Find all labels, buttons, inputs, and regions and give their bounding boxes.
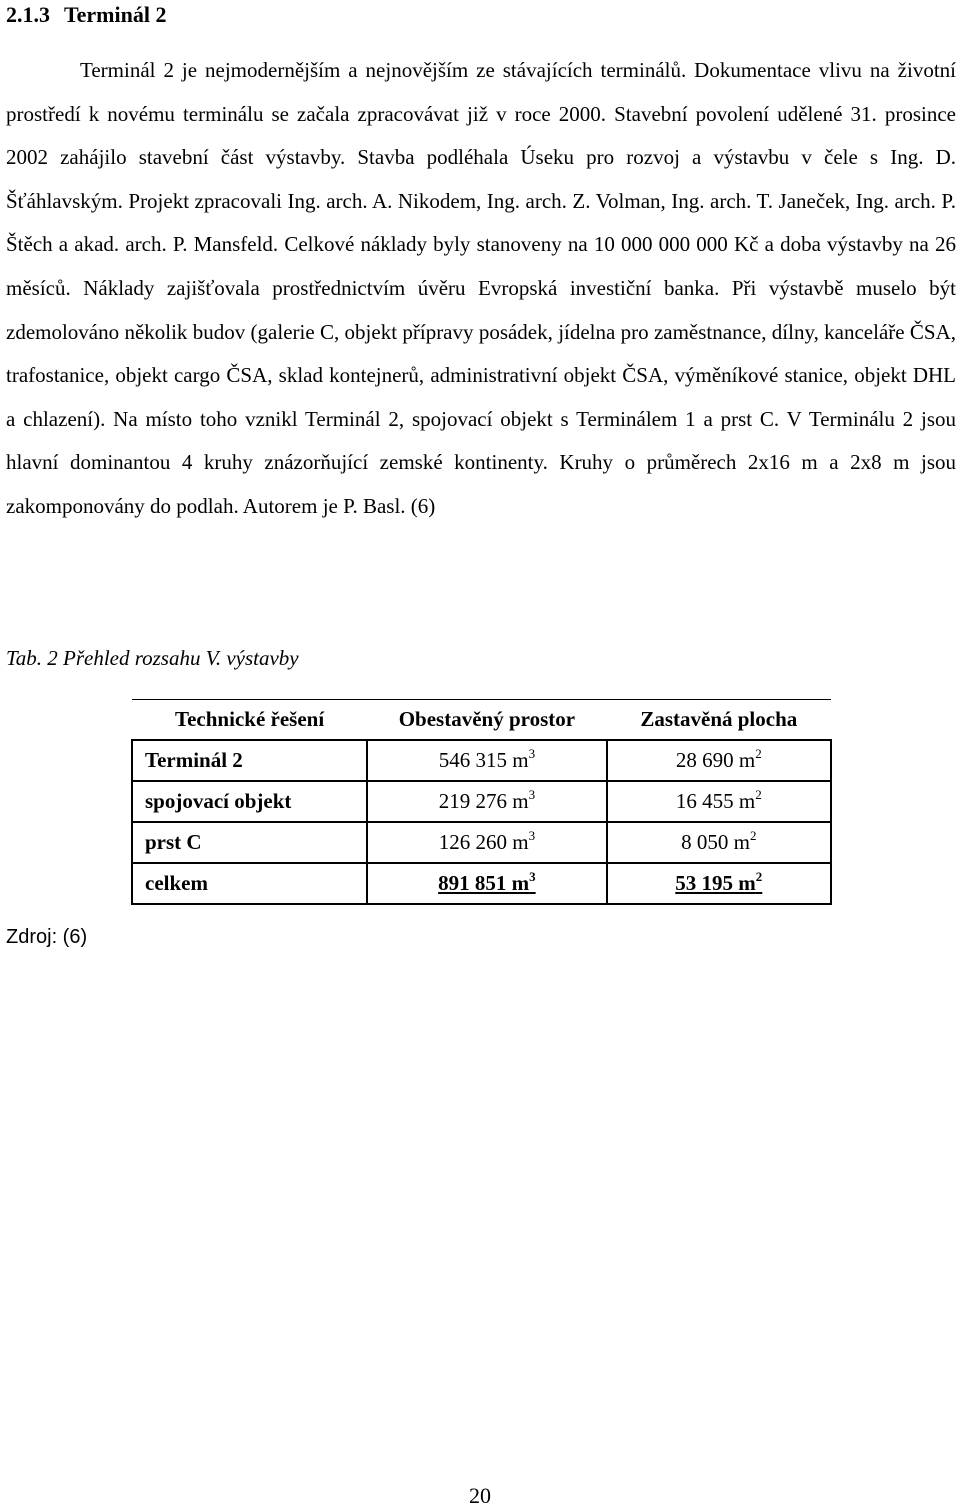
row-volume: 126 260 $m^3$ [367, 822, 606, 863]
section-title: Terminál 2 [64, 2, 167, 27]
row-volume: 219 276 $m^3$ [367, 781, 606, 822]
section-heading [6, 0, 166, 30]
row-name: prst C [132, 822, 367, 863]
body-paragraph: Terminál 2 je nejmodernějším a nejnovějším ze stávajících terminálů. Dokumentace vlivu na životní prostředí k novému terminálu se začala zpracovávat již v roce 2000. Stavební povolení udělené 31. prosince 2002 zahájilo stavební část výstavby. Stavba podléhala Úseku pro rozvoj a výstavbu v čele s Ing. D. Šťáhlavským. Projekt zpracovali Ing. arch. A. Nikodem, Ing. arch. Z. Volman, Ing. arch. T. Janeček, Ing. arch. P. Štěch a akad. arch. P. Mansfeld. Celkové náklady byly stanoveny na 10 000 000 000 Kč a doba výstavby na 26 měsíců. Náklady zajišťovala prostřednictvím úvěru Evropská investiční banka. Při výstavbě muselo být zdemolováno několik budov (galerie C, objekt přípravy posádek, jídelna pro zaměstnance, dílny, kanceláře ČSA, trafostanice, objekt cargo ČSA, sklad kontejnerů, administrativní objekt ČSA, výměníkové stanice, objekt DHL a chlazení). Na místo toho vznikl Terminál 2, spojovací objekt s Terminálem 1 a prst C. V Terminálu 2 jsou hlavní dominantou 4 kruhy znázorňující zemské kontinenty. Kruhy o průměrech 2x16 m a 2x8 m jsou zakomponovány do podlah. Autorem je P. Basl. (6) [6, 58, 956, 518]
page-number: 20 [469, 1483, 491, 1508]
row-name: celkem [132, 863, 367, 904]
header-technical-solution: Technické řešení [132, 700, 367, 741]
row-area: 16 455 $m^2$ [607, 781, 831, 822]
row-name: Terminál 2 [132, 740, 367, 781]
header-built-volume: Obestavěný prostor [367, 700, 606, 741]
row-area: 8 050 $m^2$ [607, 822, 831, 863]
row-area: 53 195 $m^2$ [607, 863, 831, 904]
row-volume: 891 851 $m^3$ [367, 863, 606, 904]
section-number: 2.1.3 [6, 2, 50, 27]
source-note: Zdroj: (6) [6, 926, 88, 948]
construction-summary-table [131, 699, 832, 905]
table-caption: Tab. 2 Přehled rozsahu V. výstavby [6, 646, 299, 670]
table-row [132, 822, 831, 863]
row-name: spojovací objekt [132, 781, 367, 822]
table-total-row [132, 863, 831, 904]
row-volume: 546 315 $m^3$ [367, 740, 606, 781]
header-built-area: Zastavěná plocha [607, 700, 831, 741]
table-row [132, 740, 831, 781]
row-area: 28 690 $m^2$ [607, 740, 831, 781]
table-row [132, 781, 831, 822]
table-header-row [132, 700, 831, 741]
